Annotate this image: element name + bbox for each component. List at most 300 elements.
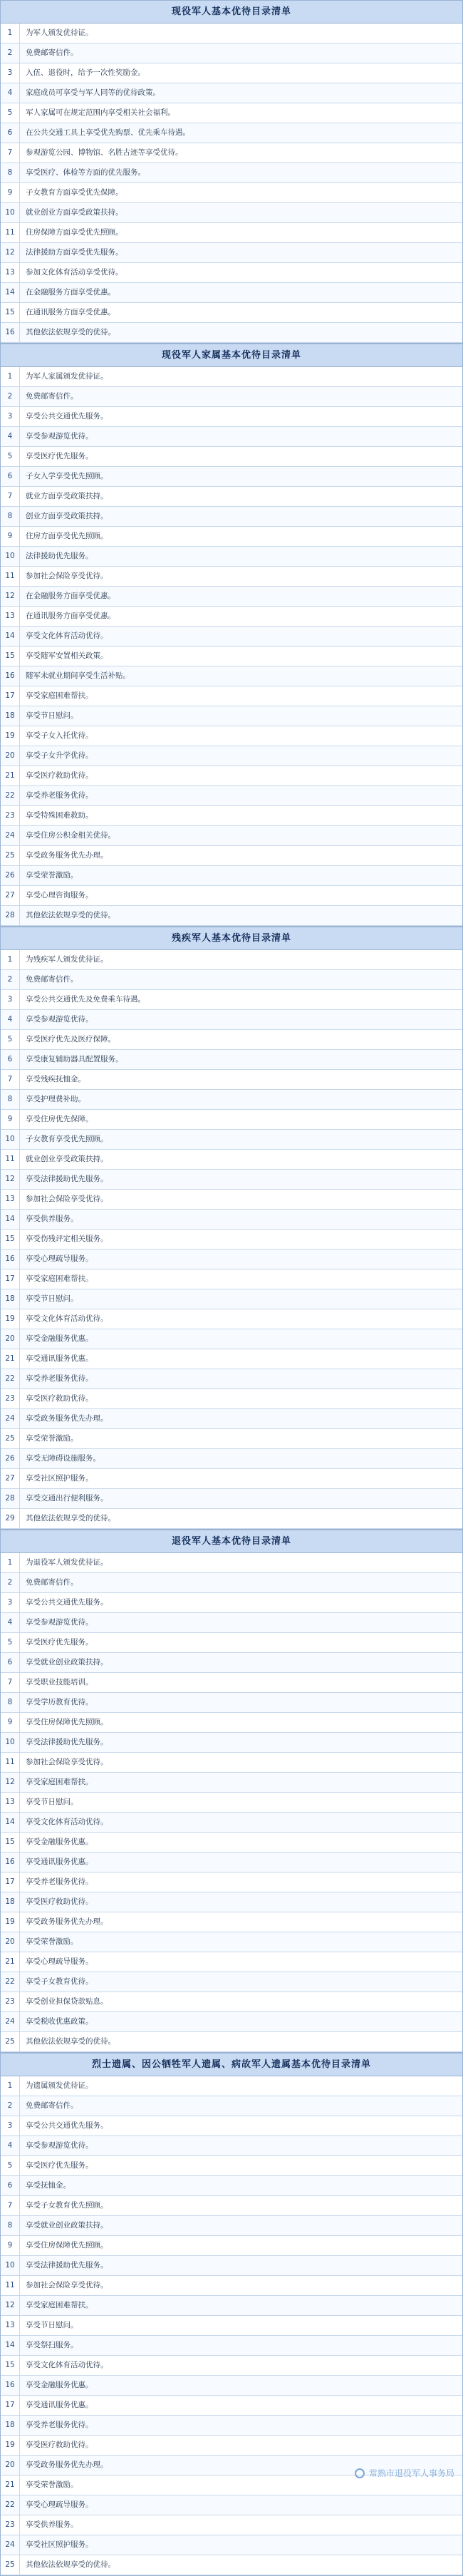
row-text: 享受残疾抚恤金。 [26,1075,85,1083]
row-text: 法律援助方面享受优先服务。 [26,248,123,257]
list-row [1,223,462,243]
row-number: 19 [1,1912,20,1932]
row-number: 16 [1,323,20,342]
row-text: 享受特殊困难救助。 [26,811,93,820]
row-text: 享受法律援助优先服务。 [26,1175,108,1183]
row-number: 9 [1,527,20,546]
list-row [1,1449,462,1469]
row-text: 享受通讯服务优惠。 [26,1354,93,1363]
row-number: 11 [1,223,20,242]
row-text: 享受住房保障优先照顾。 [26,1718,108,1726]
row-text: 家庭成员可享受与军人同等的优待政策。 [26,88,160,97]
row-number: 13 [1,263,20,282]
row-text: 参加社会保险享受优待。 [26,1195,108,1203]
row-text: 享受医疗优先及医疗保障。 [26,1035,115,1044]
list-row [1,1713,462,1733]
row-text: 享受荣誉激励。 [26,1937,78,1946]
row-text: 在公共交通工具上享受优先购票、优先乘车待遇。 [26,128,190,137]
row-number: 9 [1,1713,20,1732]
row-number: 25 [1,2555,20,2575]
row-number: 5 [1,103,20,123]
list-row [1,1010,462,1030]
list-row [1,1150,462,1170]
row-text: 享受医疗救助优待。 [26,771,93,780]
row-number: 24 [1,2535,20,2555]
list-row [1,886,462,906]
list-row [1,1673,462,1693]
row-text: 为军人颁发优待证。 [26,29,93,37]
row-text: 享受供养服务。 [26,1215,78,1223]
row-number: 24 [1,2012,20,2031]
list-row [1,1469,462,1489]
row-text: 享受养老服务优待。 [26,1374,93,1383]
row-text: 享受家庭困难帮扶。 [26,2301,93,2309]
list-row [1,1489,462,1509]
list-row [1,1050,462,1070]
row-number: 5 [1,1030,20,1049]
list-row [1,263,462,283]
list-row [1,1793,462,1813]
row-text: 享受参观游览优待。 [26,2141,93,2150]
list-row [1,1190,462,1210]
row-text: 为退役军人颁发优待证。 [26,1558,108,1567]
list-row [1,24,462,43]
row-number: 2 [1,43,20,63]
row-number: 4 [1,1010,20,1029]
list-row [1,203,462,223]
row-number: 26 [1,1449,20,1468]
list-row [1,1269,462,1289]
row-text: 享受医疗、体检等方面的优先服务。 [26,168,145,177]
list-row [1,970,462,990]
row-number: 28 [1,906,20,925]
row-number: 21 [1,1952,20,1972]
list-row [1,367,462,387]
list-row [1,1250,462,1269]
section-title: 残疾军人基本优待目录清单 [1,927,462,950]
list-row [1,2535,462,2555]
row-number: 12 [1,1170,20,1189]
list-row [1,507,462,527]
row-number: 14 [1,283,20,302]
row-number: 19 [1,726,20,746]
row-number: 11 [1,1753,20,1772]
row-number: 15 [1,303,20,322]
list-section [0,344,463,927]
row-text: 享受养老服务优待。 [26,791,93,800]
row-number: 16 [1,2376,20,2395]
row-text: 享受节日慰问。 [26,711,78,720]
row-number: 12 [1,2296,20,2315]
list-row [1,467,462,487]
row-number: 19 [1,2436,20,2455]
row-number: 18 [1,1289,20,1309]
list-row [1,2276,462,2296]
row-text: 享受通讯服务优惠。 [26,2401,93,2409]
row-text: 住房保障方面享受优先照顾。 [26,228,123,237]
row-number: 12 [1,243,20,262]
row-number: 6 [1,467,20,486]
row-number: 25 [1,1429,20,1448]
list-row [1,83,462,103]
list-row [1,2396,462,2416]
list-row [1,806,462,826]
list-row [1,1030,462,1050]
row-text: 享受家庭困难帮扶。 [26,691,93,700]
row-text: 享受供养服务。 [26,2520,78,2529]
row-text: 入伍、退役时，给予一次性奖励金。 [26,68,145,77]
list-row [1,447,462,467]
row-number: 23 [1,1389,20,1408]
row-number: 20 [1,2456,20,2475]
row-number: 1 [1,1553,20,1572]
list-row [1,1932,462,1952]
watermark-icon [355,2468,365,2478]
row-text: 为军人家属颁发优待证。 [26,372,108,381]
row-number: 2 [1,1573,20,1592]
row-text: 享受抚恤金。 [26,2181,71,2190]
row-text: 享受子女教育优待。 [26,1977,93,1986]
section-title: 烈士遗属、因公牺牲军人遗属、病故军人遗属基本优待目录清单 [1,2054,462,2076]
row-number: 3 [1,407,20,426]
list-row [1,387,462,407]
list-row [1,746,462,766]
row-text: 享受法律援助优先服务。 [26,2261,108,2270]
row-text: 享受家庭困难帮扶。 [26,1274,93,1283]
row-number: 3 [1,63,20,83]
list-row [1,1972,462,1992]
row-number: 14 [1,627,20,646]
row-number: 4 [1,83,20,103]
list-row [1,2495,462,2515]
list-section [0,927,463,1530]
row-text: 在金融服务方面享受优惠。 [26,288,115,297]
row-number: 1 [1,24,20,43]
row-number: 3 [1,2116,20,2135]
list-row [1,950,462,970]
row-text: 享受社区照护服务。 [26,1474,93,1483]
list-row [1,2156,462,2176]
row-number: 11 [1,2276,20,2295]
list-row [1,990,462,1010]
row-text: 就业方面享受政策扶持。 [26,492,108,500]
row-text: 免费邮寄信件。 [26,48,78,57]
list-row [1,2416,462,2436]
row-number: 4 [1,1613,20,1632]
row-text: 享受公共交通优先及免费乘车待遇。 [26,995,145,1004]
row-text: 就业创业享受政策扶持。 [26,1155,108,1163]
row-text: 享受参观游览优待。 [26,432,93,441]
row-text: 免费邮寄信件。 [26,1578,78,1587]
list-row [1,686,462,706]
row-text: 享受心理疏导服务。 [26,1957,93,1966]
row-text: 住房方面享受优先照顾。 [26,532,108,540]
row-text: 享受护理费补助。 [26,1095,85,1103]
row-text: 享受养老服务优待。 [26,1877,93,1886]
list-row [1,1110,462,1130]
row-text: 参加社会保险享受优待。 [26,2281,108,2289]
row-text: 享受参观游览优待。 [26,1618,93,1627]
list-row [1,143,462,163]
watermark [355,2467,454,2479]
row-text: 享受荣誉激励。 [26,871,78,880]
row-text: 享受政务服务优先办理。 [26,2461,108,2469]
list-row [1,1633,462,1653]
row-number: 15 [1,1230,20,1249]
row-number: 25 [1,2032,20,2051]
row-number: 13 [1,1190,20,1209]
row-number: 4 [1,427,20,446]
row-number: 8 [1,507,20,526]
list-row [1,2216,462,2236]
row-text: 享受节日慰问。 [26,1798,78,1806]
row-number: 7 [1,2196,20,2215]
row-text: 享受文化体育活动优待。 [26,632,108,640]
list-row [1,1733,462,1753]
row-number: 22 [1,2495,20,2515]
row-text: 子女教育方面享受优先保障。 [26,188,123,197]
row-text: 享受家庭困难帮扶。 [26,1778,93,1786]
row-number: 5 [1,2156,20,2175]
list-row [1,1613,462,1633]
row-text: 享受学历教育优待。 [26,1698,93,1706]
list-row [1,303,462,323]
list-row [1,2316,462,2336]
list-row [1,766,462,786]
row-number: 17 [1,686,20,706]
list-row [1,2256,462,2276]
row-number: 7 [1,1673,20,1692]
list-row [1,283,462,303]
row-number: 7 [1,487,20,506]
row-text: 享受医疗救助优待。 [26,1897,93,1906]
row-text: 享受医疗优先服务。 [26,452,93,460]
list-row [1,1693,462,1713]
row-number: 8 [1,1090,20,1109]
row-text: 享受节日慰问。 [26,2321,78,2329]
row-text: 享受医疗救助优待。 [26,2441,93,2449]
row-text: 免费邮寄信件。 [26,392,78,401]
row-number: 7 [1,143,20,163]
row-number: 10 [1,547,20,566]
row-text: 享受公共交通优先服务。 [26,412,108,421]
list-row [1,1833,462,1853]
row-number: 26 [1,866,20,885]
row-number: 8 [1,163,20,182]
list-row [1,1130,462,1150]
row-text: 享受心理咨询服务。 [26,891,93,900]
list-row [1,1593,462,1613]
list-row [1,1090,462,1110]
list-row [1,1329,462,1349]
row-number: 18 [1,706,20,726]
row-text: 享受节日慰问。 [26,1294,78,1303]
list-row [1,1230,462,1250]
section-title: 退役军人基本优待目录清单 [1,1530,462,1553]
list-row [1,1992,462,2012]
list-row [1,1853,462,1872]
row-text: 享受住房公积金相关优待。 [26,831,115,840]
row-number: 22 [1,786,20,805]
row-text: 享受伤残评定相关服务。 [26,1235,108,1243]
list-row [1,587,462,607]
list-row [1,2012,462,2032]
row-number: 23 [1,806,20,825]
list-row [1,1813,462,1833]
row-text: 享受子女入托优待。 [26,731,93,740]
list-row [1,1892,462,1912]
row-text: 享受金融服务优惠。 [26,1334,93,1343]
row-text: 其他依法依规享受的优待。 [26,328,115,336]
row-text: 参观游览公园、博物馆、名胜古迹等享受优待。 [26,148,183,157]
list-row [1,906,462,926]
list-row [1,666,462,686]
row-text: 享受养老服务优待。 [26,2421,93,2429]
row-number: 7 [1,1070,20,1089]
row-text: 享受公共交通优先服务。 [26,2121,108,2130]
row-text: 军人家属可在规定范围内享受相关社会福利。 [26,108,175,117]
row-number: 15 [1,646,20,666]
list-row [1,1912,462,1932]
row-text: 享受文化体育活动优待。 [26,1314,108,1323]
row-number: 21 [1,766,20,785]
row-text: 享受公共交通优先服务。 [26,1598,108,1607]
list-row [1,1753,462,1773]
row-number: 1 [1,367,20,386]
list-row [1,786,462,806]
list-row [1,1170,462,1190]
row-text: 享受心理疏导服务。 [26,2500,93,2509]
row-number: 12 [1,1773,20,1792]
row-text: 为残疾军人颁发优待证。 [26,955,108,964]
row-number: 13 [1,607,20,626]
row-text: 享受医疗优先服务。 [26,2161,93,2170]
row-number: 2 [1,2096,20,2116]
row-text: 创业方面享受政策扶持。 [26,512,108,520]
row-text: 享受政务服务优先办理。 [26,1917,108,1926]
row-text: 其他依法依规享受的优待。 [26,1514,115,1523]
row-text: 其他依法依规享受的优待。 [26,911,115,919]
row-text: 享受交通出行便利服务。 [26,1494,108,1503]
row-number: 5 [1,1633,20,1652]
row-number: 10 [1,1130,20,1149]
row-number: 9 [1,1110,20,1129]
row-text: 子女教育享受优先照顾。 [26,1135,108,1143]
row-number: 14 [1,2336,20,2355]
list-row [1,706,462,726]
list-row [1,567,462,587]
row-number: 19 [1,1309,20,1329]
row-number: 21 [1,1349,20,1369]
list-row [1,183,462,203]
row-text: 参加社会保险享受优待。 [26,572,108,580]
list-row [1,2515,462,2535]
list-row [1,163,462,183]
row-text: 享受无障碍设施服务。 [26,1454,100,1463]
row-text: 享受法律援助优先服务。 [26,1738,108,1746]
row-number: 6 [1,2176,20,2195]
row-number: 22 [1,1369,20,1389]
row-text: 享受子女升学优待。 [26,751,93,760]
row-number: 11 [1,567,20,586]
row-text: 在通讯服务方面享受优惠。 [26,308,115,316]
list-row [1,1573,462,1593]
row-number: 20 [1,746,20,766]
row-number: 29 [1,1509,20,1528]
row-text: 享受参观游览优待。 [26,1015,93,1024]
list-row [1,1429,462,1449]
row-number: 6 [1,1050,20,1069]
list-row [1,866,462,886]
row-text: 享受通讯服务优惠。 [26,1858,93,1866]
list-row [1,607,462,627]
row-number: 16 [1,666,20,686]
row-text: 享受文化体育活动优待。 [26,1818,108,1826]
row-number: 16 [1,1853,20,1872]
section-title: 现役军人基本优待目录清单 [1,1,462,24]
section-title: 现役军人家属基本优待目录清单 [1,344,462,367]
list-row [1,123,462,143]
row-number: 14 [1,1210,20,1229]
row-number: 17 [1,1269,20,1289]
row-text: 享受医疗救助优待。 [26,1394,93,1403]
row-text: 为遗属颁发优待证。 [26,2081,93,2090]
row-number: 27 [1,1469,20,1488]
row-number: 27 [1,886,20,905]
row-text: 享受住房保障优先照顾。 [26,2241,108,2250]
row-text: 享受就业创业政策扶持。 [26,1658,108,1666]
list-row [1,627,462,646]
list-row [1,63,462,83]
list-row [1,1553,462,1573]
row-text: 享受金融服务优惠。 [26,1838,93,1846]
list-row [1,1289,462,1309]
row-text: 随军未就业期间享受生活补贴。 [26,671,130,680]
list-row [1,2236,462,2256]
list-row [1,527,462,547]
list-row [1,846,462,866]
row-number: 8 [1,2216,20,2235]
list-row [1,1210,462,1230]
row-number: 1 [1,2076,20,2096]
list-row [1,1309,462,1329]
row-text: 其他依法依规享受的优待。 [26,2560,115,2569]
row-text: 法律援助优先服务。 [26,552,93,560]
row-text: 其他依法依规享受的优待。 [26,2037,115,2046]
row-number: 6 [1,1653,20,1672]
list-section [0,1530,463,2053]
row-text: 享受就业创业政策扶持。 [26,2221,108,2230]
row-number: 9 [1,183,20,202]
list-row [1,2196,462,2216]
row-text: 享受随军安置相关政策。 [26,651,108,660]
list-row [1,726,462,746]
row-text: 在金融服务方面享受优惠。 [26,592,115,600]
row-text: 享受职业技能培训。 [26,1678,93,1686]
row-text: 参加文化体育活动享受优待。 [26,268,123,277]
list-row [1,103,462,123]
row-text: 参加社会保险享受优待。 [26,1758,108,1766]
list-row [1,1872,462,1892]
list-row [1,243,462,263]
row-number: 18 [1,1892,20,1912]
row-number: 1 [1,950,20,969]
row-number: 28 [1,1489,20,1508]
row-number: 2 [1,970,20,989]
list-row [1,1409,462,1429]
row-number: 10 [1,2256,20,2275]
list-section [0,0,463,344]
